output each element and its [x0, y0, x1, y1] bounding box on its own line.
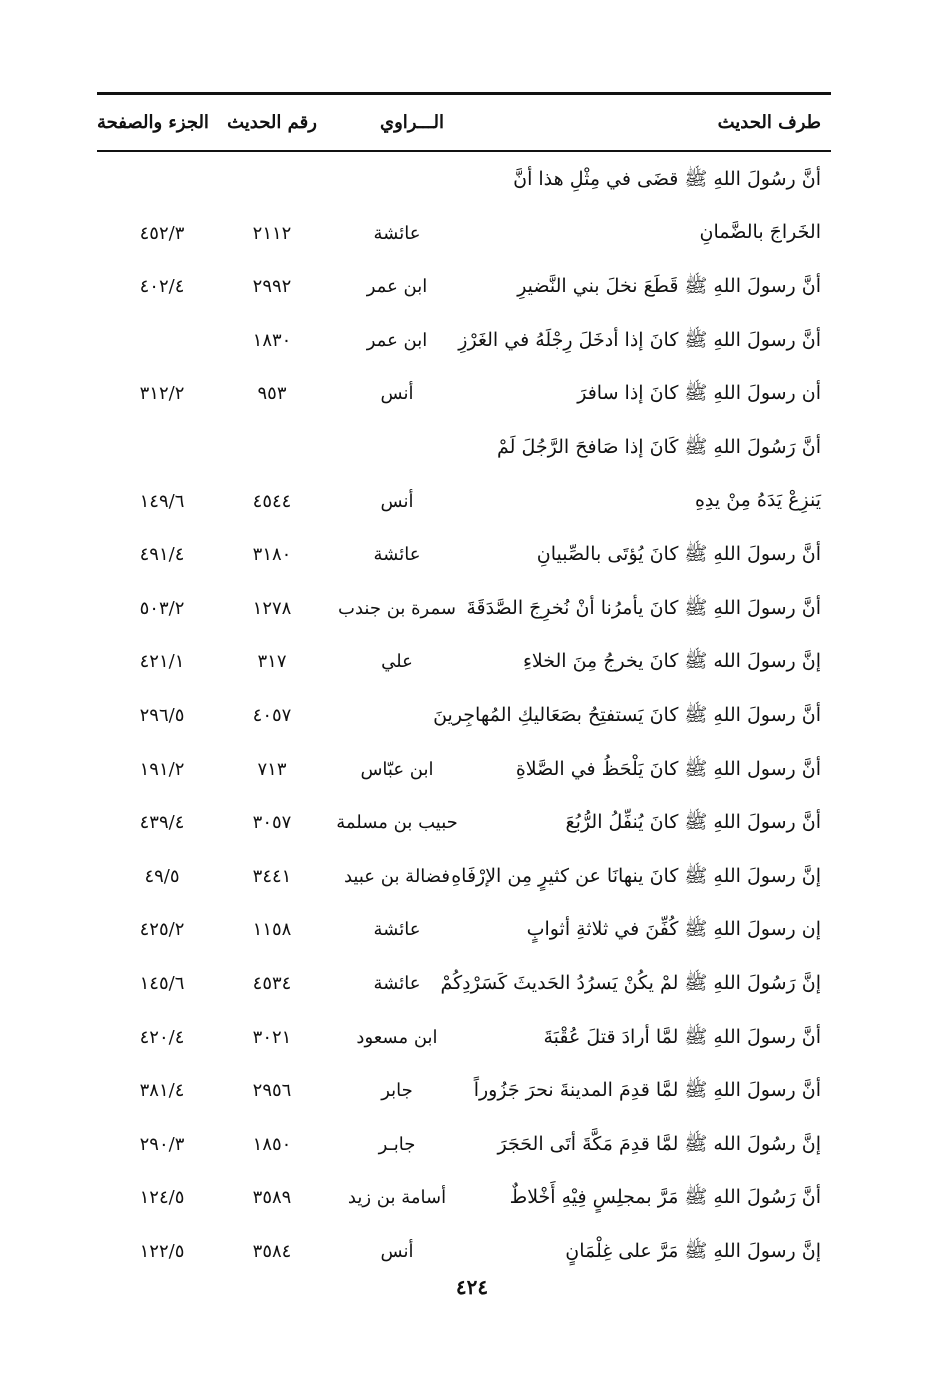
narrator: ابن عمر: [366, 276, 428, 298]
narrator: جابـر: [378, 1133, 416, 1155]
hadith-text: أنَّ رَسُولَ اللهِ ﷺ مَرَّ بمجلِسٍ فِيْهِ أَخْلاطٌ: [509, 1186, 821, 1209]
table-row: [97, 530, 831, 584]
volume-page-ref: ٢٩٠/٣: [139, 1133, 185, 1155]
hadith-text: يَنزِعْ يَدَهُ مِنْ يدِهِ: [694, 488, 821, 511]
hadith-text: أنَّ رسولَ اللهِ ﷺ كانَ يأمرُنا أنْ نُخرِجَ الصَّدَقَةَ: [466, 596, 821, 619]
hadith-text: إنَّ رسُولَ الله ﷺ لمَّا قدِمَ مَكَّةَ أتَى الحَجَرَ: [497, 1132, 821, 1155]
hadith-number: ٤٥٤٤: [252, 490, 292, 512]
header-hadith-number: رقم الحديث: [227, 112, 317, 133]
hadith-number: ٣٠٥٧: [252, 812, 292, 834]
table-row: [97, 369, 831, 423]
hadith-text: أنَّ رسولَ اللهِ ﷺ كانَ يُؤتَى بالصِّبيانِ: [536, 543, 821, 566]
narrator: ابن مسعود: [356, 1026, 438, 1048]
narrator: عائشة: [373, 919, 421, 941]
hadith-number: ٩٥٣: [257, 383, 287, 405]
table-row: [97, 691, 831, 745]
hadith-number: ٣٥٨٩: [252, 1187, 292, 1209]
hadith-text: إنَّ رسولَ اللهِ ﷺ مَرَّ على غِلْمَانٍ: [565, 1239, 821, 1262]
narrator: سمرة بن جندب: [338, 597, 456, 619]
hadith-number: ٢٩٥٦: [252, 1080, 292, 1102]
hadith-text: الخَراجَ بالضَّمانِ: [699, 220, 821, 243]
volume-page-ref: ٥٠٣/٢: [139, 597, 185, 619]
table-row: [97, 1173, 831, 1227]
volume-page-ref: ٤٢٥/٢: [139, 919, 185, 941]
table-row: [97, 798, 831, 852]
hadith-text: أنَّ رَسُولَ اللهِ ﷺ كَانَ إذا صَافحَ الرَّجُلَ لَمْ: [497, 435, 821, 458]
narrator: عائشة: [373, 222, 421, 244]
volume-page-ref: ١٤٥/٦: [139, 972, 185, 994]
table-row: [97, 745, 831, 799]
table-row: [97, 959, 831, 1013]
narrator: أنس: [380, 383, 414, 405]
table-row: [97, 316, 831, 370]
narrator: عائشة: [373, 972, 421, 994]
narrator: ابن عمر: [366, 329, 428, 351]
hadith-number: ٢١١٢: [252, 222, 292, 244]
volume-page-ref: ٤٩١/٤: [139, 544, 185, 566]
table-row: [97, 637, 831, 691]
table-row: [97, 1013, 831, 1067]
hadith-text: أنَّ رسولَ اللهِ ﷺ كانَ يُنفِّلُ الرُّبُعَ: [565, 811, 821, 834]
hadith-text: إن رسولَ اللهِ ﷺ كُفِّنَ في ثلاثةِ أثوابٍ: [526, 918, 821, 941]
volume-page-ref: ٢٩٦/٥: [139, 704, 185, 726]
hadith-number: ٣١٨٠: [252, 544, 292, 566]
hadith-text: أنَّ رسولَ اللهِ ﷺ كانَ يَستفتِحُ بصَعَاليكِ المُهاجِرينَ: [433, 703, 821, 726]
table-row: [97, 262, 831, 316]
hadith-text: إنَّ رسولَ اللهِ ﷺ كانَ ينهانَا عن كثيرٍ مِن الإرْفَاهِ: [451, 864, 821, 887]
hadith-number: ٣٥٨٤: [252, 1240, 292, 1262]
volume-page-ref: ١٤٩/٦: [139, 490, 185, 512]
hadith-number: ٧١٣: [257, 758, 287, 780]
narrator: حبيب بن مسلمة: [336, 812, 458, 834]
hadith-text: أنَّ رسولَ اللهِ ﷺ لمَّا أرادَ قتلَ عُقْبَةَ: [543, 1025, 821, 1048]
table-row: [97, 1120, 831, 1174]
narrator: ابن عبّاس: [360, 758, 434, 780]
volume-page-ref: ٤٥٢/٣: [139, 222, 185, 244]
narrator: أنس: [380, 1240, 414, 1262]
narrator: جابر: [381, 1080, 413, 1102]
table-row: [97, 155, 831, 209]
hadith-text: أنَّ رسُولَ اللهِ ﷺ قضَى في مِثْلِ هذا أنَّ: [513, 168, 821, 190]
header-rule: [97, 150, 831, 152]
narrator: عائشة: [373, 544, 421, 566]
volume-page-ref: ٣٨١/٤: [139, 1080, 185, 1102]
hadith-text: أنَّ رسولَ اللهِ ﷺ لمَّا قدِمَ المدينةَ نحرَ جَزُوراً: [473, 1079, 821, 1102]
table-row: [97, 1066, 831, 1120]
narrator: علي: [381, 651, 413, 673]
hadith-number: ١٨٣٠: [252, 329, 292, 351]
table-row: [97, 852, 831, 906]
hadith-number: ١٢٧٨: [252, 597, 292, 619]
hadith-number: ٤٠٥٧: [252, 704, 292, 726]
top-rule: [97, 92, 831, 95]
table-row: [97, 584, 831, 638]
table-row: [97, 423, 831, 477]
table-row: [97, 477, 831, 531]
volume-page-ref: ١٩١/٢: [139, 758, 185, 780]
hadith-text: إنَّ رسولَ الله ﷺ كانَ يخرجُ مِنَ الخلاءِ: [522, 650, 821, 673]
hadith-number: ٤٥٣٤: [252, 972, 292, 994]
page-number: ٤٢٤: [455, 1275, 489, 1299]
volume-page-ref: ٤٠٢/٤: [139, 276, 185, 298]
volume-page-ref: ٤٣٩/٤: [139, 812, 185, 834]
narrator: فضالة بن عبيد: [343, 865, 451, 887]
hadith-number: ٢٩٩٢: [252, 276, 292, 298]
volume-page-ref: ١٢٢/٥: [139, 1240, 185, 1262]
volume-page-ref: ٤٢٠/٤: [139, 1026, 185, 1048]
hadith-text: أنَّ رسولَ اللهِ ﷺ كانَ إذا أدخَلَ رِجْلَهُ في الغَرْزِ: [458, 328, 821, 351]
hadith-number: ١١٥٨: [252, 919, 292, 941]
table-row: [97, 1227, 831, 1281]
hadith-text: أنَّ رسول اللهِ ﷺ كانَ يَلْحَظُ في الصَّلاةِ: [515, 757, 821, 780]
hadith-number: ٣١٧: [257, 651, 287, 673]
hadith-number: ١٨٥٠: [252, 1133, 292, 1155]
table-header: [97, 108, 831, 142]
volume-page-ref: ٣١٢/٢: [139, 383, 185, 405]
volume-page-ref: ١٢٤/٥: [139, 1187, 185, 1209]
hadith-text: إنَّ رَسُولَ اللهِ ﷺ لمْ يكُنْ يَسرُدُ الحَديثَ كَسَرْدِكُمْ: [440, 971, 821, 994]
hadith-text: أنَّ رسولَ اللهِ ﷺ قَطَعَ نخلَ بني النَّضيرِ: [517, 275, 821, 298]
header-volume-page: الجزء والصفحة: [97, 112, 209, 133]
hadith-index-table: [97, 155, 831, 1280]
volume-page-ref: ٤٢١/١: [139, 651, 185, 673]
narrator: أسامة بن زيد: [347, 1187, 447, 1209]
hadith-number: ٣٤٤١: [252, 865, 292, 887]
table-row: [97, 905, 831, 959]
narrator: أنس: [380, 490, 414, 512]
hadith-text: أن رسولَ اللهِ ﷺ كانَ إذا سافرَ: [577, 382, 821, 405]
header-hadith: طرف الحديث: [717, 112, 821, 133]
header-narrator: الـــراوي: [379, 112, 445, 133]
hadith-number: ٣٠٢١: [252, 1026, 292, 1048]
volume-page-ref: ٤٩/٥: [144, 865, 180, 887]
table-row: [97, 209, 831, 263]
